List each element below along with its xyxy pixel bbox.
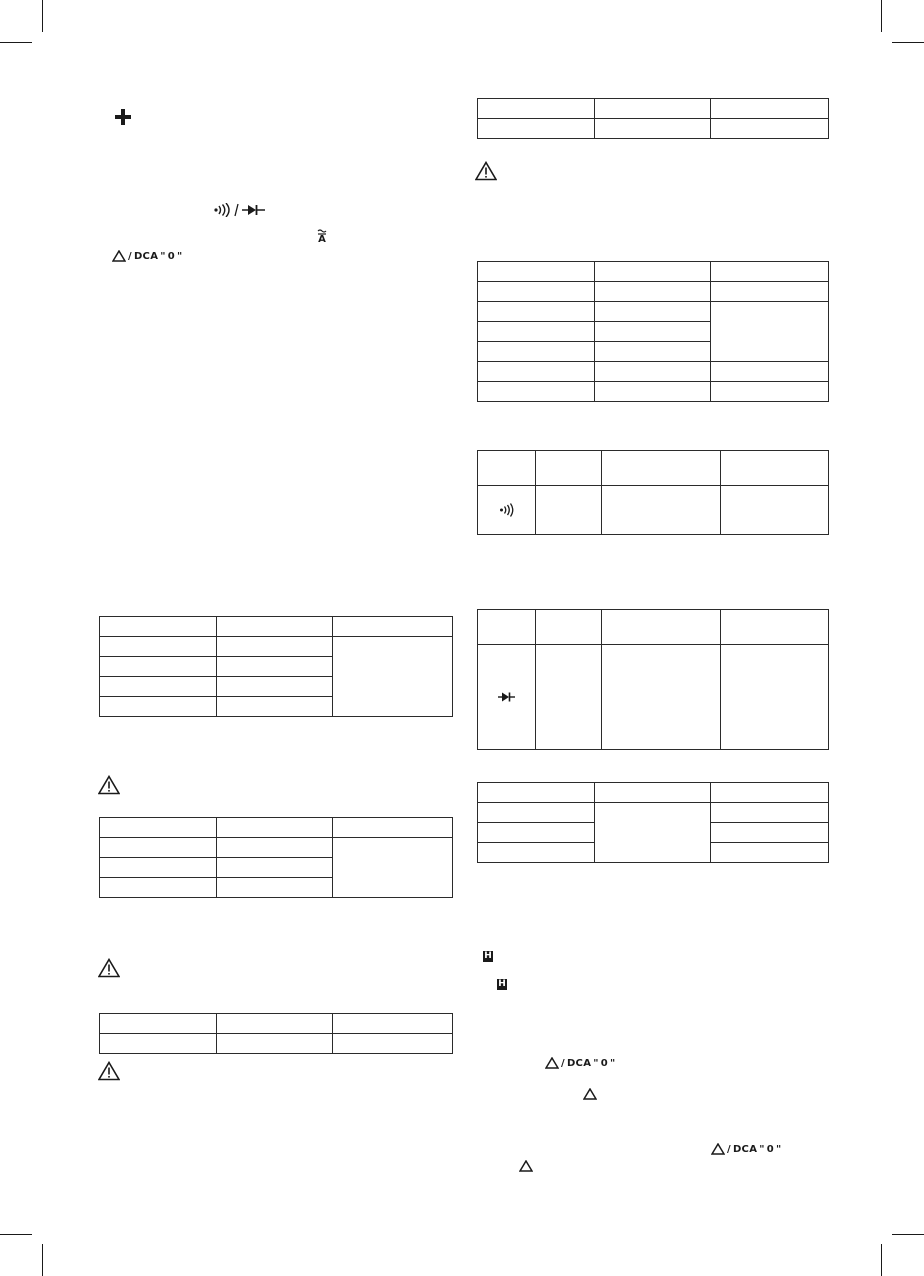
table-row (100, 1034, 453, 1054)
table-row (478, 783, 829, 803)
diode-icon (498, 691, 516, 703)
dca-quote: " (177, 250, 183, 262)
dca-zero: 0 (167, 250, 176, 262)
table-row (478, 262, 829, 282)
dca-zero-symbol (112, 250, 183, 262)
continuity-icon (499, 503, 515, 517)
dca-label: DCA (566, 1057, 592, 1069)
table-row (478, 119, 829, 139)
warning-icon (475, 161, 497, 181)
triangle-icon (519, 1159, 533, 1177)
slash: / (561, 1057, 565, 1069)
dca-quote: " (593, 1057, 599, 1069)
dca-quote: " (759, 1143, 765, 1155)
table-row (478, 610, 829, 645)
dca-quote: " (160, 250, 166, 262)
dca-zero: 0 (600, 1057, 609, 1069)
ac-dc-amp-symbol (316, 229, 328, 245)
table-row (478, 302, 829, 322)
spec-table-left-2 (99, 817, 453, 898)
table-row (100, 637, 453, 657)
dca-zero: 0 (766, 1143, 775, 1155)
table-row (478, 382, 829, 402)
continuity-diode-symbol (213, 203, 267, 222)
spec-table-right-1 (477, 98, 829, 139)
plus-icon (114, 108, 132, 131)
crop-mark (42, 0, 43, 32)
hold-icon: H (484, 951, 492, 961)
warning-icon (98, 775, 120, 795)
spec-table-right-3 (477, 782, 829, 863)
triangle-icon (112, 250, 126, 262)
slash: / (128, 250, 132, 262)
triangle-icon (711, 1143, 725, 1155)
crop-mark (881, 0, 882, 32)
table-row (100, 1014, 453, 1034)
spec-table-right-2 (477, 261, 829, 402)
dca-quote: " (776, 1143, 782, 1155)
table-row (478, 362, 829, 382)
table-row (478, 645, 829, 750)
warning-icon (98, 1061, 120, 1081)
crop-mark (42, 1244, 43, 1276)
crop-mark (892, 1234, 924, 1235)
dca-quote: " (610, 1057, 616, 1069)
diode-table (477, 609, 829, 750)
dca-label: DCA (732, 1143, 758, 1155)
crop-mark (0, 42, 32, 43)
spec-table-left-3 (99, 1013, 453, 1054)
table-row (478, 99, 829, 119)
dca-zero-symbol (711, 1143, 782, 1155)
crop-mark (881, 1244, 882, 1276)
hold-icon: H (498, 979, 506, 989)
triangle-icon (545, 1057, 559, 1069)
crop-mark (0, 1234, 32, 1235)
table-row (478, 803, 829, 823)
table-row (478, 282, 829, 302)
table-row (100, 818, 453, 838)
table-row (100, 838, 453, 858)
continuity-table (477, 450, 829, 535)
dca-zero-symbol (545, 1057, 616, 1069)
warning-icon (98, 958, 120, 978)
amp-letter: A (318, 234, 326, 245)
table-row (478, 486, 829, 535)
table-row (478, 451, 829, 486)
dca-label: DCA (133, 250, 159, 262)
triangle-icon (583, 1087, 597, 1105)
table-row (100, 617, 453, 637)
crop-mark (892, 42, 924, 43)
spec-table-left-1 (99, 616, 453, 717)
slash: / (727, 1143, 731, 1155)
